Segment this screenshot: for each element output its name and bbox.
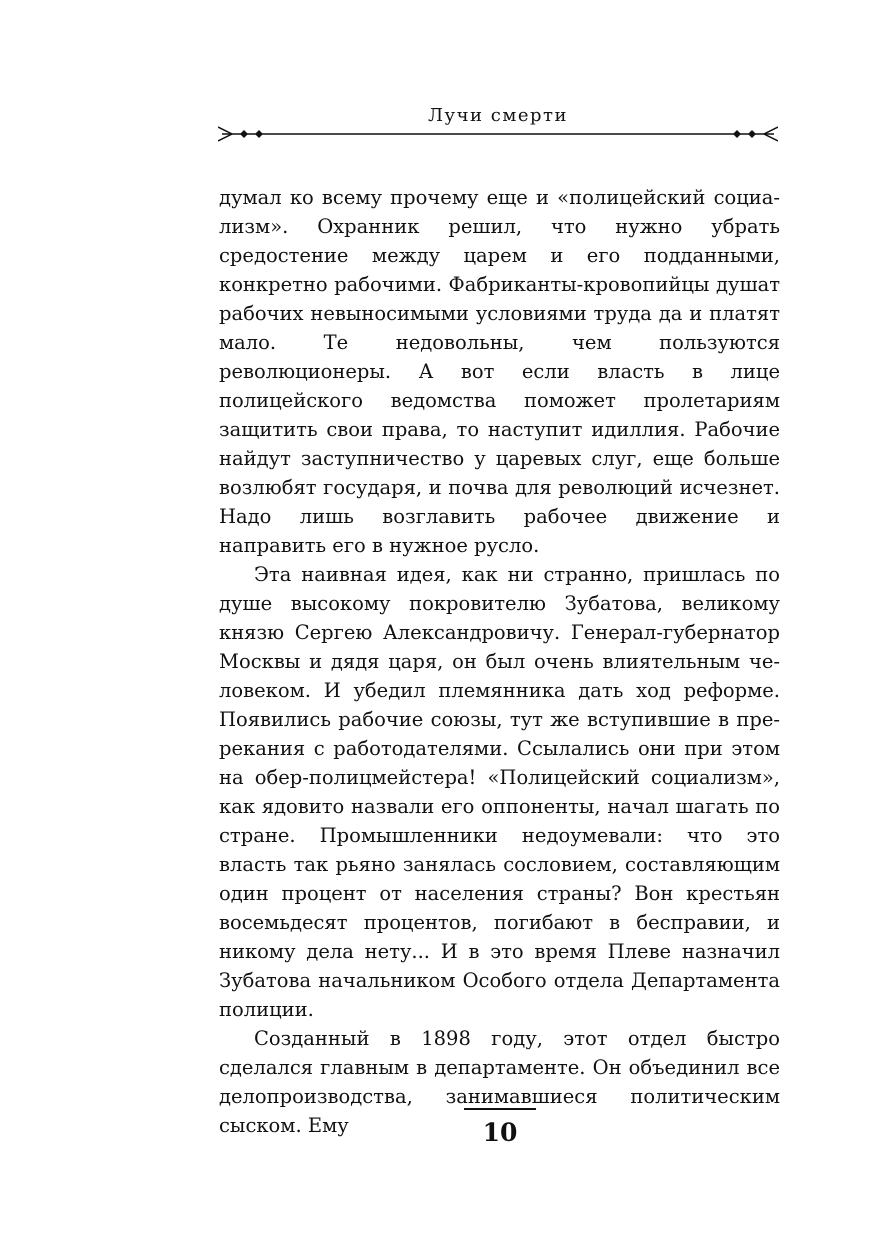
body-text bbox=[219, 183, 780, 1140]
footer-rule bbox=[464, 1108, 536, 1110]
page-number: 10 bbox=[482, 1118, 518, 1147]
paragraph-2: Эта наивная идея, как ни странно, пришлась по душе высокому покровителю Зубатова, великому князю Сергею Александровичу. Генерал-губернатор Москвы и дядя царя, он был очень влиятельным человеком. И убедил племянника дать ход реформе. Появились рабочие союзы, тут же вступившие в пререкания с работодателями. Ссылались они при этом на обер-полицмейстера! «Полицейский социализм», как ядовито назвали его оппоненты, начал шагать по стране. Промышленники недоумевали: что это власть так рьяно занялась сословием, составляющим один процент от населения страны? Вон крестьян восемьдесят процентов, погибают в бесправии, и никому дела нету... И в это время Плеве назначил Зубатова начальником Особого отдела Департамента полиции. bbox=[219, 563, 780, 1021]
paragraph-1: думал ко всему прочему еще и «полицейский социализм». Охранник решил, что нужно убрать средостение между царем и его подданными, конкретно рабочими. Фабриканты-кровопийцы душат рабочих невыносимыми условиями труда да и платят мало. Те недовольны, чем пользуются революционеры. А вот если власть в лице полицейского ведомства поможет пролетариям защитить свои права, то наступит идиллия. Рабочие найдут заступничество у царевых слуг, еще больше возлюбят государя, и почва для революций исчезнет. Надо лишь возглавить рабочее движение и направить его в нужное русло. bbox=[219, 186, 780, 557]
running-title: Лучи смерти bbox=[428, 105, 568, 126]
page-footer bbox=[464, 1108, 536, 1148]
paragraph-3: Созданный в 1898 году, этот отдел быстро сделался главным в департаменте. Он объединил все делопроизводства, занимавшиеся политическим сыском. Ему bbox=[219, 1027, 780, 1137]
running-header bbox=[218, 104, 778, 148]
ornament-rule bbox=[218, 124, 778, 144]
